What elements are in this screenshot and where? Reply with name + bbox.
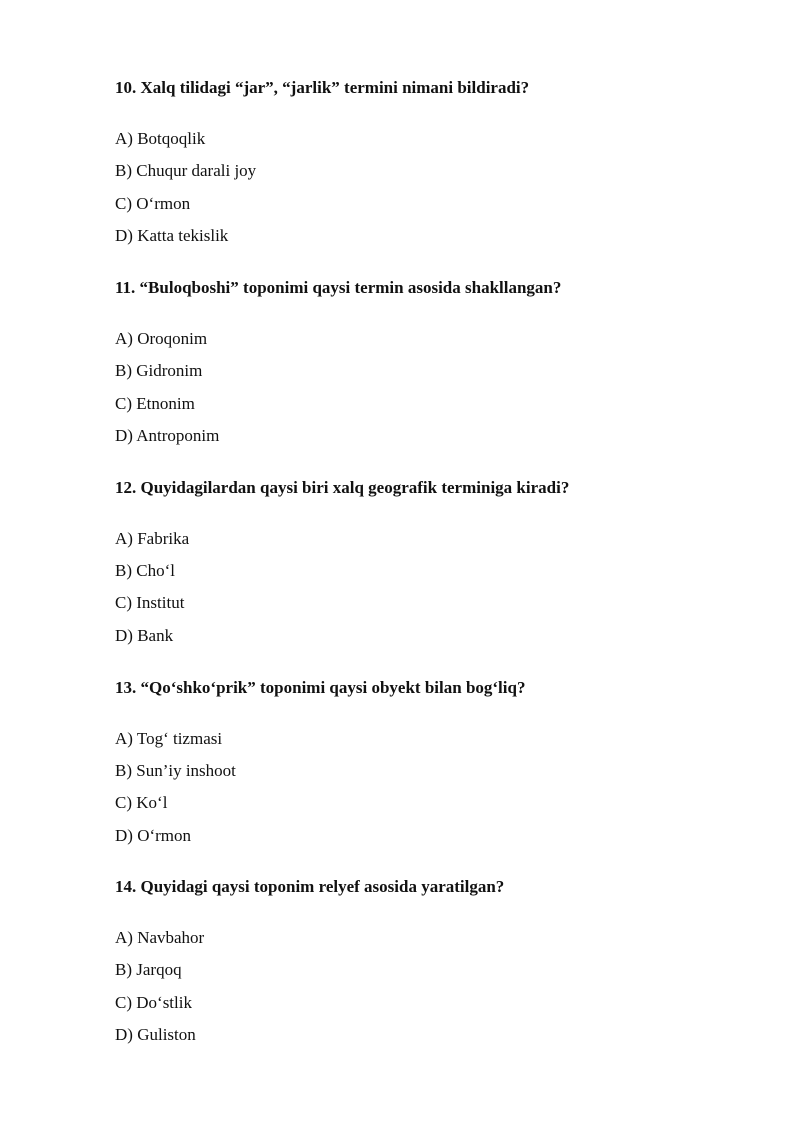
option-b: B) Jarqoq — [115, 960, 182, 979]
question-title: 11. “Buloqboshi” toponimi qaysi termin asosida shakllangan? — [115, 278, 562, 297]
question-10 — [115, 78, 755, 245]
option-c: C) Institut — [115, 593, 185, 612]
option-d: D) O‘rmon — [115, 826, 192, 845]
option-a: A) Fabrika — [115, 529, 190, 548]
question-13 — [115, 678, 755, 845]
option-c: C) Ko‘l — [115, 793, 168, 812]
question-12 — [115, 478, 755, 645]
option-b: B) Cho‘l — [115, 561, 175, 580]
option-a: A) Oroqonim — [115, 329, 208, 348]
option-b: B) Gidronim — [115, 361, 203, 380]
question-title: 13. “Qo‘shko‘prik” toponimi qaysi obyekt bilan bog‘liq? — [115, 678, 526, 697]
option-d: D) Guliston — [115, 1025, 196, 1044]
question-title: 10. Xalq tilidagi “jar”, “jarlik” termini nimani bildiradi? — [115, 78, 530, 97]
question-14 — [115, 877, 755, 1044]
option-d: D) Katta tekislik — [115, 226, 229, 245]
option-d: D) Bank — [115, 626, 174, 645]
option-b: B) Chuqur darali joy — [115, 161, 257, 180]
question-title: 14. Quyidagi qaysi toponim relyef asosida yaratilgan? — [115, 877, 505, 896]
option-b: B) Sun’iy inshoot — [115, 761, 236, 780]
option-a: A) Botqoqlik — [115, 129, 206, 148]
option-c: C) O‘rmon — [115, 194, 191, 213]
option-c: C) Do‘stlik — [115, 993, 192, 1012]
question-title: 12. Quyidagilardan qaysi biri xalq geografik terminiga kiradi? — [115, 478, 570, 497]
option-a: A) Tog‘ tizmasi — [115, 729, 223, 748]
option-a: A) Navbahor — [115, 928, 205, 947]
option-d: D) Antroponim — [115, 426, 220, 445]
question-11 — [115, 278, 755, 445]
option-c: C) Etnonim — [115, 394, 195, 413]
